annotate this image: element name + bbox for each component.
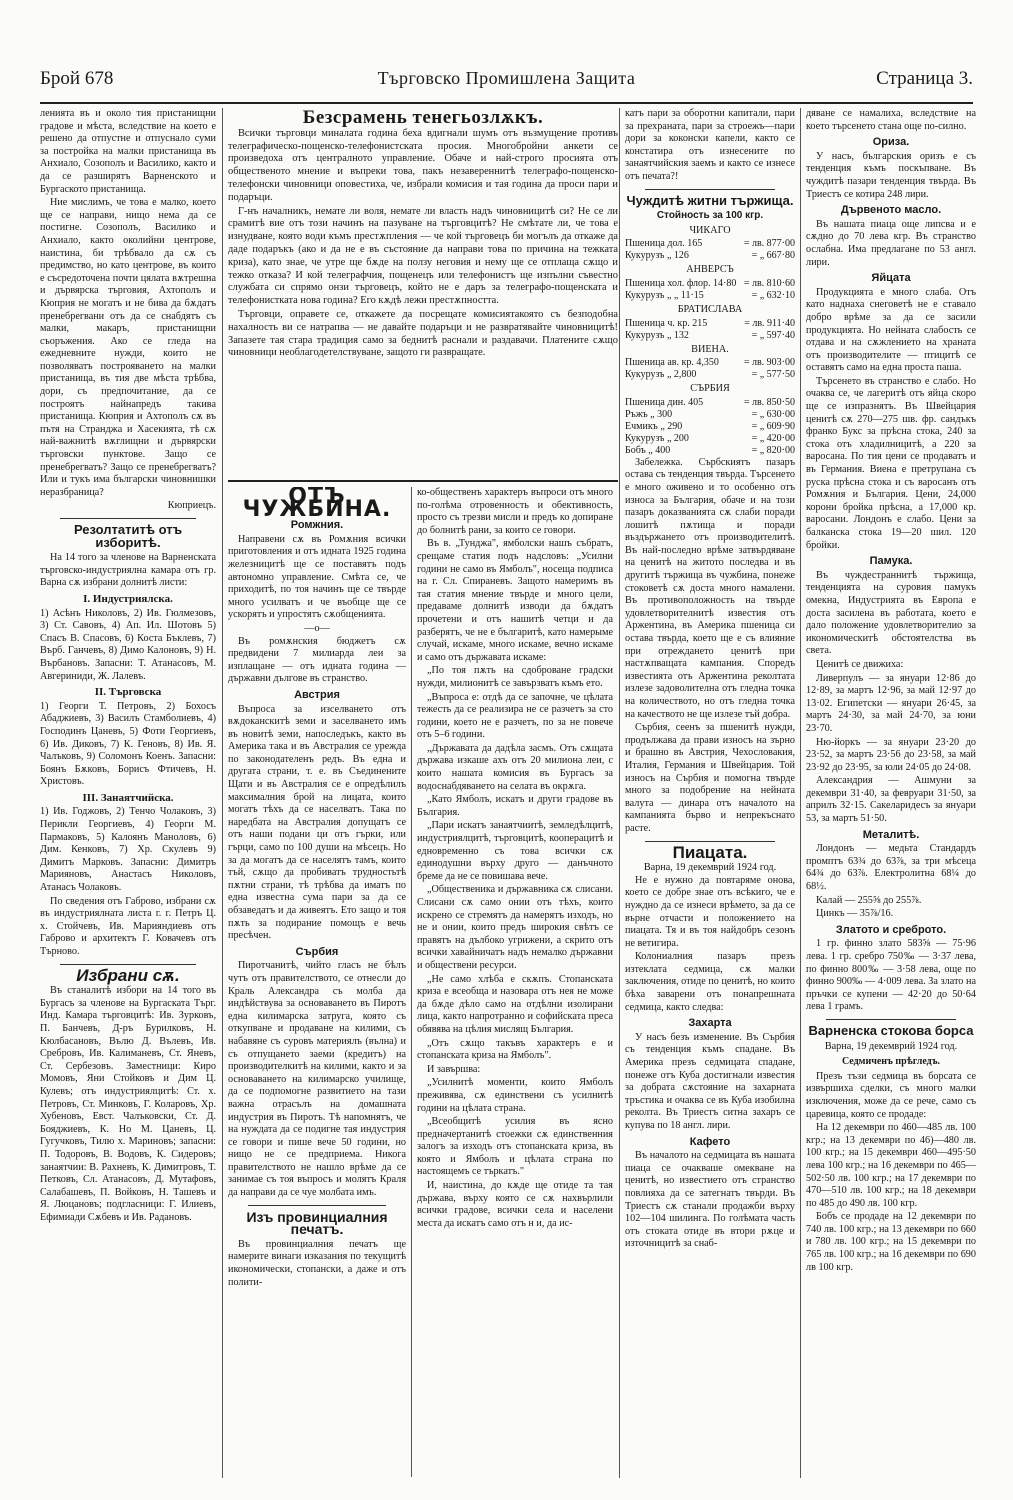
market-city: АНВЕРСЪ (686, 264, 734, 276)
subheading-sugar: Захарта (688, 1017, 732, 1030)
price-cell: = лв. 903·00 (743, 357, 795, 369)
heading-varna-exchange: Варненска стокова борса (808, 1022, 974, 1038)
commodity-cell: Пшеница ав. кр. 4,350 (625, 357, 719, 369)
commodity-cell: Кукурузъ „ 2,800 (625, 369, 697, 381)
market-city: ЧИКАГО (689, 224, 731, 236)
article-text: У насъ, българския оризъ е съ тенденция къмъ поскъпване. Въ чуждитѣ пазари тенденция твърда. Въ Триестъ се котира 248 лири. (806, 150, 976, 200)
name-list: 1) Ив. Годжовъ, 2) Тенчо Чолаковъ, 3) Перикли Георгиевъ, 4) Георги М. Пармаковъ, 5) Калоянъ Маноловъ, 6) Дим. Кенковъ, 7) Хр. Скулевъ 9) Димитъ Марковъ. Запасни: Димитръ Марияновъ, Анастасъ Николовъ, Атанасъ Чолаковъ. (40, 806, 216, 894)
article-text: Г-нъ началникъ, немате ли воля, немате ли власть надъ чиновницитѣ си? Не се ли срамитѣ вие отъ този начинъ на пазуване на търговцитѣ? Не смѣтате ли, че това е изнудване, която води къмъ престѫпления — че кой търговецъ би могълъ да откаже да даде подаръкъ (ако и да не е въ състояние да направи това по причина на тежката криза), като знае, че утре ще бѫде на ползу неговия и нему ще се отплаща сѫщо и тежко отказа? И кой телеграфчия, пощенецъ или телефонистъ ще изпълни съвестно службата си спрямо онзи търговецъ, който не е даръ за телеграфо-пощенската и телефонистката нова година? Его кѫдѣ лежи престѫпността. (228, 205, 618, 307)
column-6 (806, 108, 976, 1483)
article-text: „Държавата да дадѣла засмъ. Отъ сѫщата държава изкаше ахъ отъ 20 милиона леи, с които нашата комисия въ Бургасъ за водоснабдяването на селата въ окрѫга. (417, 742, 613, 792)
price-row (625, 238, 795, 250)
column-1 (40, 108, 216, 1483)
article-text: Въпроса за изселването отъ вѫдоканскитѣ земи и заселването имъ въ новитѣ земи, напоследъкъ, както въ Америка така и въ Австралия се урежда по законодателенъ редъ. Въ една и другата страни, т. е. въ Съединените Щати и въ Австралия се е опредѣлилъ максималния брой на лицата, които могатъ тѣхъ да се населватъ. Така по наредбата на Австралия допущатъ се отъ наши подани ци отъ гърки, или гърци, само по 100 души на мѣсецъ. Но за да могатъ да се населятъ тамъ, които тъй, сѫщо да пробиватъ трудностьтѣ пѫтни страни, тѣ трѣбва да иматъ по една известна сума пари за да се обзаведатъ и да живеятъ. Ето защо и тоя пѫть за подирание помощъ е вечь пресѣчен. (228, 703, 406, 942)
subheading-cotton: Памука. (869, 555, 913, 568)
divider (645, 189, 775, 190)
market-city: ВИЕНА. (691, 343, 729, 355)
subheading-serbia: Сърбия (295, 945, 339, 958)
article-text: Цинкъ — 35⅞/16. (816, 908, 894, 920)
subheading-romania: Ромжния. (290, 519, 344, 532)
price-cell: = „ 597·40 (751, 329, 795, 341)
article-text: Калай — 255⅝ до 255⅞. (816, 894, 922, 906)
price-row (625, 445, 795, 457)
dateline: Варна, 19 декемврий 1924 год. (824, 1040, 958, 1052)
price-table (625, 397, 795, 457)
article-text: Въ ромѫнския бюджетъ сѫ предвидени 7 милиарда леи за изплащане — отъ идната година — държавни дългове въ странство. (228, 635, 406, 685)
article-text: Въ провинциалния печатъ ще намерите винаги изказания по текущитѣ икономически, стопански, а даже и отъ полити- (228, 1238, 406, 1288)
subheading-crafts: III. Занаятчийска. (82, 791, 174, 804)
price-row (625, 369, 795, 381)
article-text: Въ началото на седмицата въ нашата пиаца се очакваше омекване на ценитѣ, но известието отъ странство повлияха да се затегнатъ твърди. Въ Триестъ сѫ станали продажби върху 102—104 шилинга. По голѣмата часть отъ стоката отиде въ втори рѫце и източницитѣ за снаб- (625, 1150, 795, 1250)
subheading-weekly-review: Седмиченъ прѣгледъ. (841, 1056, 941, 1068)
article-text: Забележка. Сърбскиятъ пазаръ остава съ тенденция твърда. Търсенето е много оживено и то особенно отъ износа за България, обаче и на този пазаръ доказванията сѫ слаби поради лошитѣ пѫтища и поради въздържането отъ производителитѣ. Въ най-последно врѣме затвърдяване на ценитѣ на житото последва и въ другитѣ тържища въ чужбина, понеже стоковетѣ сѫ доста много намалени. Въ противоположность на твърде удовлетворителнитѣ известия отъ Аржентина, въ Америка пшеница си остава твърда, което ще е съ влияние при отреждането ценитѣ при настѫпващата кампания. Споредъ известията отъ Аржентина реколтата излезе задоволителна отъ гледна точка на количеството, но отъ гледна точка на качеството не ще излезе тъй добра. (625, 456, 795, 720)
heading-election-results: Резолтатитѣ отъ изборитѣ. (73, 522, 183, 550)
column-3 (417, 487, 613, 1482)
column-rule (800, 108, 801, 1478)
article-text: „Усилнитѣ моменти, които Ямболъ преживява, сѫ единствени съ усилнитѣ години на цѣлата страна. (417, 1077, 613, 1114)
article-text: Ценитѣ се движиха: (816, 658, 904, 670)
name-list: 1) Асѣнъ Николовъ, 2) Ив. Гюлмезовъ, 3) Ст. Савовъ, 4) Ап. Ил. Шотовъ 5) Спасъ В. Спасовъ, 6) Коста Бъклевъ, 7) Върб. Ганчевъ, 8) Димо Калоновъ, 9) Н. Върбановъ. Запасни: Т. Атанасовъ, М. Авгериниди, Ж. Лалевъ. (40, 607, 216, 682)
subheading-metals: Металитѣ. (862, 828, 920, 841)
heading-provincial-press: Изъ провинциалния печатъ. (246, 1208, 388, 1238)
price-cell: = лв. 850·50 (743, 396, 795, 408)
article-text: „Отъ сѫщо такъвъ характеръ е и стопанската криза на Ямболъ". (417, 1037, 613, 1062)
article-text: „Пари искатъ занаятчиитѣ, земледѣлцитѣ, индустриялцитѣ, търговцитѣ, кооперацитѣ и едновременно съ това всички сѫ единодушни върху друго — данъчното бреме да не се повишава вече. (417, 820, 613, 882)
article-text: Презъ тъзи седмица въ борсата се извършиха сделки, съ много малки изключения, може да се рече, само съ царевица, която се продаде: (806, 1070, 976, 1120)
article-text: „Въпроса е: отдѣ да се започне, че цѣлата тежесть да се реализира не се разчетъ за сто години, което не е разчетъ, по за не повече отъ 5–6 години. (417, 691, 613, 741)
article-text: Ню-йоркъ — за януари 23·20 до 23·52, за мартъ 23·56 до 23·58, за май 23·92 до 23·95, за юли 24·05 до 24·08. (806, 736, 976, 773)
price-cell: = „ 820·00 (751, 444, 795, 456)
section-title-abroad: ОТЪ ЧУЖБИНА. (242, 487, 392, 522)
market-city: БРАТИСЛАВА (677, 303, 743, 315)
subheading-coffee: Кафето (689, 1135, 731, 1148)
article-text: Продукцията е много слаба. Отъ като наднаха снеговетѣ не е ставало добро врѣме за да се засили продукцията. Но нейната слабость се отдава и на сѫжлението на храната отъ производителите — птицитѣ се оставятъ само на една проста паша. (806, 286, 976, 374)
price-cell: = лв. 911·40 (744, 317, 795, 329)
subheading-rice: Ориза. (872, 136, 910, 149)
price-row (625, 278, 795, 290)
article-text: „Като Ямболъ, искатъ и други градове въ България. (417, 794, 613, 818)
commodity-cell: Пшеница хол. флор. 14·80 (625, 277, 737, 289)
price-cell: = „ 420·00 (751, 432, 795, 444)
divider (60, 518, 196, 519)
column-rule (411, 487, 412, 1477)
article-text: „Всеобщитѣ усилия въ ясно предначертанитѣ стоежки сѫ единственния залогъ за изходъ отъ стопанската криза, въ която и Ямболъ и цѣлата страна по настоящемъ се търкатъ." (417, 1116, 613, 1178)
subheading-industrial: I. Индустриялска. (83, 592, 173, 605)
article-text: Колониалния пазаръ презъ изтеклата седмица, сѫ малки заключения, отиде по ценитѣ, но които бѣха заварени отъ понапрешната седмица, както следва: (625, 951, 795, 1013)
article-text: Търсенето въ странство е слабо. Но очаква се, че лагеритѣ отъ яйца скоро ще се изпразнятъ. Въ Швейцария ценитѣ сѫ 270—275 шв. фр. сандъкъ франко Букс за прѣсна стока, 240 за стока отъ хладилницитѣ, а 220 за варосана. По тия цени се продаватъ и въ Германия. Виена е претрупана съ руска прѣсна стока и съ варосанъ отъ Ромѫния и България. Цени, 24,000 корони бройка прѣсна, а 17,000 кр. варосани. Лондонъ е слабо. Цени за балканска стока 19—20 шил. 120 бройки. (806, 375, 976, 551)
article-text: Пиротчанитѣ, чийто гласъ не бѣлъ чутъ отъ правителството, се отнесли до Краль Александра съ молба да индѣйствува за основаването въ Пиротъ една килимарска затруга, която съ откупване и продаване на килими, съ набавяне съ суровъ материялъ (вълна) и съ отпущането заеми (кредитъ) на производителкитѣ на килими, както и за основаването на килимарско училище, да се подпомогне развитието на тази важна отрасълъ на домашната индустрия въ Пиротъ. Тѣ напомнятъ, че на нуждата да се подигне тая индустрия се говори и пише вече 50 години, но нищо не се предприема. Никога правителството не нашло врѣме да се занимае съ тоя въпросъ и молятъ Краля да направи да се чуе молбата имъ. (228, 960, 406, 1199)
price-row (625, 250, 795, 262)
divider (645, 841, 775, 842)
price-cell: = лв. 877·00 (743, 238, 795, 250)
price-row (625, 330, 795, 342)
column-rule (619, 108, 620, 1478)
price-table (625, 357, 795, 381)
lead-article (228, 108, 618, 478)
article-text: Въ нашата пиаца още липсва и е сѫдно до 70 лева кгр. Въ странство ослабна. Има предлагане по 53 англ. лири. (806, 218, 976, 268)
commodity-cell: Пшеница дол. 165 (625, 238, 703, 250)
price-row (625, 357, 795, 369)
article-text: ленията въ и около тия пристанищни градове и мѣста, вследствие на което е решено да отпустне и отпуснало суми за постройка на малки пристанища въ Анхиало, Созополъ и Василико, както и да се разширятъ Варненското и Бургаското пристанища. (40, 108, 216, 195)
divider (826, 1019, 956, 1020)
article-text: дяване се намалиха, вследствие на което търсенето стана още по-силно. (806, 108, 976, 132)
subheading-gold-silver: Златото и среброто. (835, 923, 947, 936)
article-text: Направени сѫ въ Ромѫния всички приготовления и отъ идната 1925 година железницитѣ ще се поставятъ подъ автономно управление. Смѣта се, че приходитѣ, по тоя начинъ ще се твърде много усилватъ и че въобще ще се ускорятъ и упростятъ сѫобщенията. (228, 533, 406, 621)
article-text: На 14 того за членове на Варненската търговско-индустриялна камара отъ гр. Варна сѫ избрани долнитѣ листи: (40, 552, 216, 589)
heading-elected: Избрани сѫ. (76, 965, 180, 985)
price-cell: = „ 630·00 (751, 408, 795, 420)
divider (60, 964, 196, 965)
article-text: катъ пари за оборотни капитали, пари за прехраната, пари за строежъ—пари дори за коконски капели, както се констатира отъ изнесените по занаятчийския заемъ и както се изнесе отъ печата?! (625, 108, 795, 182)
subheading-austria: Австрия (294, 688, 340, 701)
commodity-cell: Кукурузъ „ 126 (625, 250, 689, 262)
article-text: „Не само хлѣба е скѫпъ. Стопанската криза е всеобща и назовара отъ нея не може да бѫде дѣло само на отдѣлни изолирани лица, както напротранно и софийската преса обявява на цѣлия мислящ България. (417, 973, 613, 1035)
divider (248, 1205, 386, 1206)
article-text: Въ в. „Тунджа", ямболски нашъ събратъ, срещаме статия подъ надсловъ: „Усилни години не само въ Ямболъ", носеща подписа на г. Сл. Спираневъ. Защото намеримъ въ тая статия мнение твърде и много цели, предаваме долнитѣ изводи да бѫдатъ прочетени и отъ нашитѣ четци и да разберятъ, че не е българитѣ, като намерыме случай, искаме, много искаме, вечно искаме и само отъ държавата искаме: (417, 538, 613, 663)
price-table (625, 318, 795, 342)
column-5 (625, 108, 795, 1483)
lead-article-title: Безсрамень тенегьозлѫкъ. (302, 108, 544, 128)
article-text: Всички търговци миналата година беха вдигнали шумъ отъ възмущение противъ телеграфическо-пощенско-телефонистската просия. Многобройни анкети се произведоха отъ централното управление. Обаче и най-строго просията отъ общественото мнение и въпреки това, пакъ незавереннитѣ телеграфо-пощенско-телефонски чиновници оповестиха, че, избрали комисия и тая година да проси пари и подаръци. (228, 127, 618, 203)
article-text: На 12 декември по 460—485 лв. 100 кгр.; на 13 декември по 46)—480 лв. 100 кгр.; на 15 декември 460—495·50 лева 100 кгр.; на 16 декември по 465—502·50 лв. 100 кгр.; на 17 декември по 470—510 лв. 100 кгр.; на 18 декември по 485 до 490 лв. 100 кгр. (806, 1122, 976, 1209)
grain-unit-note: Стойность за 100 кгр. (656, 210, 764, 222)
price-row (625, 397, 795, 409)
article-text: Не е нужно да повтаряме онова, което се добре знае отъ всѣкиго, че е нуждно да се изнеси врѣмето, за да се върне отчасти и положението на пиацата. Тя и въ тоя найдобръ сезонъ не ветигира. (625, 874, 795, 949)
article-text: Ние мислимъ, че това е малко, което ще се направи, нищо нема да се постигне. Созополъ, Василико и Анхиало, както околийни центрове, наистина, би трѣбвало да сѫ съ предимство, но като центрове, въ които е съсредоточена почти цялата вѫтрешна и дървярска търговия, Ахтополъ и Кюприя не могатъ и не бива да бѫдатъ пренебрегвани отъ да се снабдятъ съ малки, макаръ, пристанищни съоръжения. Ако се гледа на ежедневните нужди, които не позволяватъ построяването на малки пристанища, въ тия две мѣста трѣбва, дори, съ предпочитание, да се построятъ найнапредъ такива пристанища. Кюприя и Ахтополъ сѫ въ пътя на Странджа и Хасекията, тѣ сѫ най-важнитѣ вѫглищни и дървярски търговски пунктове. Защо се пренебрегватъ? Защо се пренебрегватъ? Или и тукъ има български чиновнишки неразбраница? (40, 197, 216, 498)
masthead (40, 62, 973, 104)
article-text: „Общественика и държавника сѫ слисани. Слисани сѫ само онии отъ тѣхъ, които искрено се стремятъ да намерятъ изходъ, но не и онии, които предъ широкия свѣтъ се правятъ на дълбоко угрижени, а скрито отъ всички хавайничатъ надъ немалко държавни и обществени ресурси. (417, 884, 613, 971)
price-cell: = „ 609·90 (751, 420, 795, 432)
commodity-cell: Ръжъ „ 300 (625, 408, 673, 420)
article-text: И завършва: (427, 1063, 481, 1075)
article-text: Въ станалитѣ избори на 14 того въ Бургасъ за членове на Бургаската Търг. Инд. Камара търговцитѣ: Ив. Зурковъ, П. Банчевъ, Д-ръ Бурилковъ, Н. Кюлбасановъ, Вълю Д. Вълевъ, Ив. Сребровъ, Ив. Калиманевъ, Ст. Яневъ, Ст. Сербезовъ. Заместници: Киро Момовъ, Яни Стойковъ и Дим Ц. Кулевъ; отъ индустриялцитѣ: Ст. х. Петровъ, Ст. Минковъ, Г. Коларовъ, Хр. Хубеновъ, Евст. Чалъковски, Ст. Д. Бояджиевъ, К. Но М. Цаневъ, Ц. Гугучковъ, Тилю х. Мариновъ; запасни: П. Тодоровъ, В. Водовъ, К. Сидеровъ; занаятчии: В. Рахневъ, К. Димитровъ, Т. Петковъ, Сл. Атанасовъ, Д. Мутафовъ, Салабашевъ, П. Войковъ, Н. Ташевъ и Я. Люцановъ; подгласници: Г. Илиевъ, Ефимиади Сѫбевъ и Ив. Радановъ. (40, 985, 216, 1223)
heading-market: Пиацата. (672, 842, 748, 862)
section-rule (228, 480, 618, 482)
price-cell: = „ 632·10 (751, 289, 795, 301)
grain-price-tables (625, 225, 795, 457)
commodity-cell: Кукурузъ „ 132 (625, 329, 689, 341)
dateline: Варна, 19 декемврий 1924 год. (643, 862, 777, 874)
heading-grain-markets: Чуждитѣ житни тържища. (626, 192, 794, 208)
article-text: По сведения отъ Габрово, избрани сѫ въ индустриялната листа г. г. Петръ Ц. х. Стойчевъ, Ив. Марияндиевъ отъ Габрово и архитектъ Г. Ковачевъ отъ Търново. (40, 895, 216, 957)
price-row (625, 290, 795, 302)
commodity-cell: Кукурузъ „ 200 (625, 432, 689, 444)
price-row (625, 433, 795, 445)
column-rule (222, 108, 223, 1478)
article-text: ко-общественъ характеръ въпроси отъ много по-голѣма отровенность и обективность, просто съ трезви мисли и предъ ко допиране до болнитѣ рани, за които се говори. (417, 487, 613, 536)
commodity-cell: Пшеница ч. кр. 215 (625, 317, 708, 329)
commodity-cell: Ечмикъ „ 290 (625, 420, 683, 432)
price-table (625, 238, 795, 262)
article-text: Бобъ се продаде на 12 декември по 740 лв. 100 кгр.; на 13 декември по 660 и 780 лв. 100 кгр.; на 15 декември по 765 лв. 100 кгр.; на 16 декември по 690 лв 100 кгр. (806, 1211, 976, 1273)
name-list: 1) Георги Т. Петровъ, 2) Бохосъ Абаджиевъ, 3) Василъ Стамболиевъ, 4) Господинъ Цаневъ, 5) Фоти Георгиевъ, 6) Ив. Диковъ, 7) К. Геновъ, 8) Ив. Я. Чалъковъ, 9) Соломонъ Коенъ. Запасни: Боянъ Бѫковъ, Борисъ Фтичевъ, Н. Христовъ. (40, 700, 216, 788)
article-text: Ливерпулъ — за януари 12·86 до 12·89, за мартъ 12·96, за май 12·97 до 13·02. Египетски — януари 26·45, за мартъ 24·30, за май 24·70, за юни 23·70. (806, 672, 976, 734)
subheading-eggs: Яйцата (871, 272, 911, 285)
page-number: Страница 3. (876, 68, 973, 89)
price-row (625, 409, 795, 421)
price-table (625, 278, 795, 302)
article-text: И, наистина, до кѫде ще отиде та тая държава, върху която се сѫ нахвърлили всички градове, всички села и населени места да искатъ само отъ н и, да ис- (417, 1180, 613, 1229)
article-text: Търговци, оправете се, откажете да посрещате комисиятакоято съ безподобна нахалность ви се натрапва — не давайте подаръци и не развратявайте чиновницитѣ! Запазете тая стара традиция само за беднитѣ раснали и раздавачи. Платените сѫщо чиновници необлагодетелствуване, защото ги развращате. (228, 308, 618, 359)
price-cell: = „ 667·80 (751, 250, 795, 262)
issue-number: Брой 678 (40, 68, 114, 89)
subheading-trade: II. Търговска (94, 686, 162, 699)
article-text: Лондонъ — медьта Стандардъ промптъ 63¾ до 63⅞, за три мѣсеца 64¾ до 63⅞. Електролитна 68¼ до 68½. (806, 843, 976, 893)
article-text: „По тоя пѫть на сдоброване градски нужди, милионитѣ се завързватъ къмъ ето. (417, 665, 613, 689)
price-cell: = лв. 810·60 (743, 277, 795, 289)
article-text: Въ чуждестраннитѣ тържища, тенденцията на суровия памукъ омекна, Индустрията въ Европа е доста засилена въ работата, което е дало положение удовлетворителио за икономическитѣ обстоятелства въ света. (806, 569, 976, 657)
price-cell: = „ 577·50 (751, 369, 795, 381)
article-text: Александрия — Ашмуни за декември 31·40, за февруари 31·50, за априлъ 32·15. Сакеларидесъ за януари 53, за мартъ 51·50. (806, 775, 976, 825)
subheading-olive-oil: Дървеното масло. (840, 204, 942, 217)
commodity-cell: Пшеница дин. 405 (625, 396, 704, 408)
article-text: Сърбия, сеенъ за пшенитѣ нужди, продължава да прави износъ на зърно и брашно въ Австрия, Чехословакия, Италия, Германия и Швейцария. Той износъ на Сърбия и помогна твърде много за подобрение на нейната валута — динара отъ началото на кампанията бърво и непрекъснато расте. (625, 722, 795, 834)
separator: —о— (304, 622, 330, 634)
commodity-cell: Бобъ „ 400 (625, 444, 671, 456)
price-row (625, 421, 795, 433)
commodity-cell: Кукурузъ „ „ 11·15 (625, 289, 704, 301)
newspaper-title: Търговско Промишлена Защита (377, 68, 636, 88)
article-text: У насъ безъ изменение. Въ Сърбия съ тенденция къмъ спадане. Въ Америка презъ седмицата спадане, понеже отъ Куба достигнали известия за добрата сѫстояние на захарната тръстика и очаква се въ Куба изобилна реколта. Въ Триестъ ситна захаръ се купува по 18 англ. лири. (625, 1031, 795, 1131)
column-2 (228, 487, 406, 1482)
signature: Кюприецъ. (167, 500, 216, 512)
article-text: 1 гр. финно злато 583⅝ — 75·96 лева. 1 гр. сребро 750‰ — 3·37 лева, по финно 800‰ — 3·58 лева, още по финно 900‰ — 4·009 лева. За злато на пръчки се купени — 42·20 до 50·64 лева 1 грамъ. (806, 938, 976, 1013)
market-city: СЪРБИЯ (690, 383, 730, 395)
price-row (625, 318, 795, 330)
